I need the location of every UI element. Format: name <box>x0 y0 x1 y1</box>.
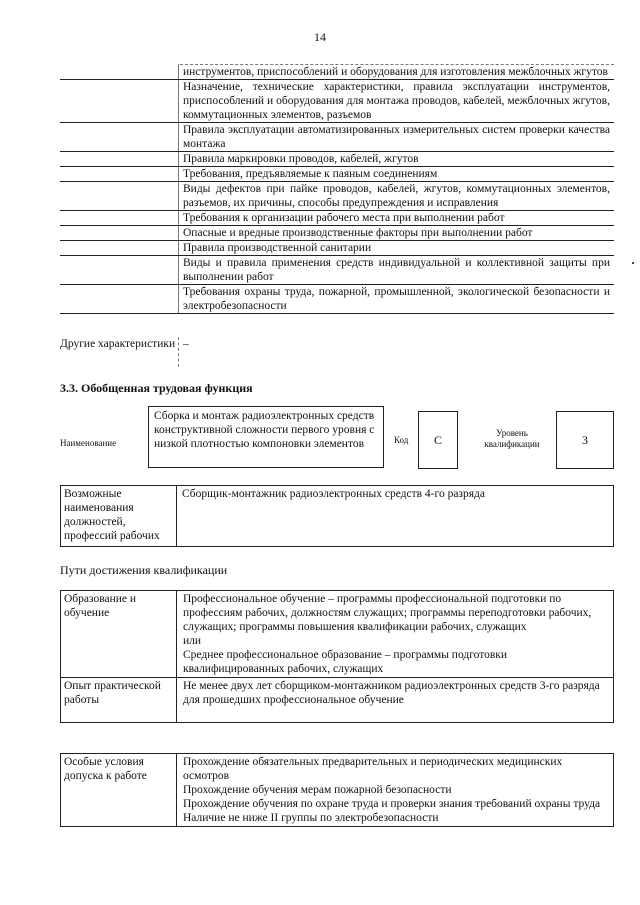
knowledge-item: Правила производственной санитарии <box>183 242 372 254</box>
positions-label: Возможные наименования должностей, профессий рабочих <box>61 486 177 546</box>
experience-value: Не менее двух лет сборщиком-монтажником радиоэлектронных средств 3-го разряда для прошедших профессиональное обучение <box>183 680 600 706</box>
knowledge-row <box>60 256 614 285</box>
function-name-value: Сборка и монтаж радиоэлектронных средств конструктивной сложности первого уровня с низкой плотностью компоновки элементов <box>148 406 384 468</box>
access-line: Прохождение обучения мерам пожарной безопасности <box>183 784 452 796</box>
access-line: Прохождение обязательных предварительных и периодических медицинских осмотров <box>183 756 563 782</box>
qualification-level-value: 3 <box>556 411 614 469</box>
knowledge-row <box>60 226 614 241</box>
knowledge-row <box>60 241 614 256</box>
education-label: Образование и обучение <box>61 591 177 677</box>
positions-table <box>60 485 614 547</box>
qualification-level-label: Уровень квалификации <box>484 428 540 449</box>
knowledge-row <box>60 80 614 123</box>
positions-value: Сборщик-монтажник радиоэлектронных средств 4-го разряда <box>182 488 485 500</box>
knowledge-item: Назначение, технические характеристики, правила эксплуатации инструментов, приспособлений и оборудования для монтажа проводов, кабелей, межблочных жгутов, коммутационных элементов, разъемов <box>183 81 610 121</box>
knowledge-item: инструментов, приспособлений и оборудования для изготовления межблочных жгутов <box>180 64 614 79</box>
function-code-value: C <box>418 411 458 469</box>
section-heading: 3.3. Обобщенная трудовая функция <box>60 381 253 395</box>
knowledge-row <box>60 123 614 152</box>
other-characteristics-row <box>60 337 614 367</box>
experience-label: Опыт практической работы <box>61 678 177 722</box>
knowledge-item: Виды дефектов при пайке проводов, кабелей, жгутов, коммутационных элементов, разъемов, их причины, способы предупреждения и исправления <box>183 183 610 209</box>
knowledge-row <box>60 285 614 314</box>
education-line: Среднее профессиональное образование – программы подготовки квалифицированных рабочих, служащих <box>183 649 508 675</box>
knowledge-row <box>60 167 614 182</box>
knowledge-item: Правила маркировки проводов, кабелей, жгутов <box>183 153 419 165</box>
education-row <box>61 591 613 677</box>
function-name-label: Наименование <box>60 438 117 448</box>
qualification-paths-table <box>60 590 614 723</box>
access-line: Прохождение обучения по охране труда и проверки знания требований охраны труда <box>183 798 601 810</box>
knowledge-item: Виды и правила применения средств индивидуальной и коллективной защиты при выполнении работ <box>183 257 610 283</box>
knowledge-item: Требования охраны труда, пожарной, промышленной, экологической безопасности и электробезопасности <box>183 286 610 312</box>
other-characteristics-label: Другие характеристики <box>60 337 179 367</box>
knowledge-item: Опасные и вредные производственные факторы при выполнении работ <box>183 227 533 239</box>
knowledge-row <box>60 211 614 226</box>
education-value <box>178 591 613 677</box>
experience-row <box>61 677 613 722</box>
education-line: Профессиональное обучение – программы профессиональной подготовки по профессиям рабочих, должностям служащих; программы переподготовки рабочих, служащих; программы повышения квалификации рабочих, служащих <box>183 593 592 633</box>
function-code-label: Код <box>394 435 409 445</box>
knowledge-table <box>60 64 614 314</box>
knowledge-row <box>60 152 614 167</box>
knowledge-row <box>60 182 614 211</box>
access-line: Наличие не ниже II группы по электробезопасности <box>183 812 439 824</box>
access-value <box>178 754 613 826</box>
scan-mark <box>632 262 634 264</box>
knowledge-item: Правила эксплуатации автоматизированных измерительных систем проверки качества монтажа <box>183 124 610 150</box>
knowledge-row <box>60 64 614 80</box>
access-conditions-table <box>60 753 614 827</box>
page-number: 14 <box>314 30 326 44</box>
knowledge-item: Требования, предъявляемые к паяным соединениям <box>183 168 438 180</box>
qualification-paths-heading: Пути достижения квалификации <box>60 563 228 577</box>
knowledge-item: Требования к организации рабочего места при выполнении работ <box>183 212 505 224</box>
education-line: или <box>183 635 202 647</box>
access-label: Особые условия допуска к работе <box>61 754 177 826</box>
other-characteristics-value: – <box>183 338 189 350</box>
